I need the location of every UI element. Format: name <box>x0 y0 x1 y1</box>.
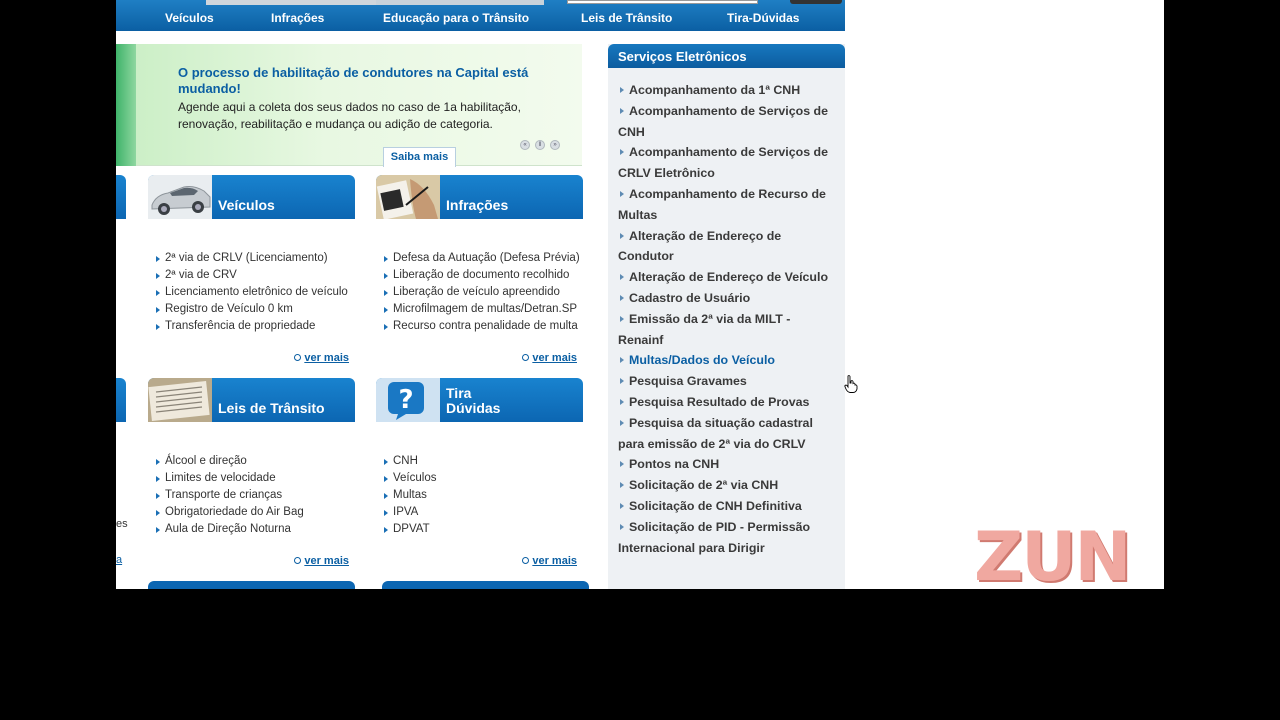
circle-icon <box>522 354 529 361</box>
servicos-eletronicos-panel <box>608 44 845 589</box>
banner-text: Agende aqui a coleta dos seus dados no caso de 1a habilitação, renovação, reabilitação e mudança ou adição de categoria. <box>178 100 521 131</box>
card-header[interactable] <box>376 378 583 422</box>
list-item[interactable]: Licenciamento eletrônico de veículo <box>155 284 348 301</box>
document-pen-icon <box>376 175 440 219</box>
list-item[interactable]: Transferência de propriedade <box>155 318 348 335</box>
service-link[interactable]: Acompanhamento de Recurso de Multas <box>618 184 838 226</box>
search-button[interactable] <box>790 0 842 4</box>
service-link[interactable]: Solicitação de 2ª via CNH <box>618 475 838 496</box>
card-title-line: Dúvidas <box>446 400 501 416</box>
service-link[interactable]: Solicitação de PID - Permissão Internacional para Dirigir <box>618 517 838 559</box>
ver-mais-label: ver mais <box>304 352 349 364</box>
partial-card-header <box>382 581 589 589</box>
card-leis <box>148 378 355 568</box>
card-link-list <box>155 453 304 538</box>
svg-text:?: ? <box>398 385 414 415</box>
ver-mais-link[interactable] <box>522 352 577 364</box>
ver-mais-link[interactable] <box>294 555 349 567</box>
list-item[interactable]: Obrigatoriedade do Air Bag <box>155 504 304 521</box>
service-link[interactable]: Pesquisa da situação cadastral para emissão de 2ª via do CRLV <box>618 413 838 455</box>
nav-tab-stub <box>376 0 544 5</box>
card-infracoes <box>376 175 583 365</box>
nav-tira-duvidas[interactable]: Tira-Dúvidas <box>727 11 800 25</box>
newspaper-icon <box>148 378 212 422</box>
list-item[interactable]: CNH <box>383 453 436 470</box>
list-item[interactable]: Liberação de documento recolhido <box>383 267 580 284</box>
list-item[interactable]: Microfilmagem de multas/Detran.SP <box>383 301 580 318</box>
watermark-logo: ZUN <box>974 518 1130 597</box>
service-link[interactable]: Acompanhamento de Serviços de CNH <box>618 101 838 143</box>
search-input[interactable] <box>567 0 758 4</box>
circle-icon <box>522 557 529 564</box>
card-link-list <box>155 250 348 335</box>
list-item[interactable]: Recurso contra penalidade de multa <box>383 318 580 335</box>
ver-mais-label: ver mais <box>304 555 349 567</box>
service-link[interactable]: Acompanhamento de Serviços de CRLV Eletrônico <box>618 142 838 184</box>
service-link[interactable]: Acompanhamento da 1ª CNH <box>618 80 838 101</box>
partial-card-header <box>148 581 355 589</box>
partial-card-header <box>116 175 126 219</box>
nav-veiculos[interactable]: Veículos <box>165 11 214 25</box>
ver-mais-link[interactable] <box>294 352 349 364</box>
next-icon[interactable]: » <box>550 140 560 150</box>
list-item[interactable]: Liberação de veículo apreendido <box>383 284 580 301</box>
card-title[interactable]: Leis de Trânsito <box>218 400 325 416</box>
service-link[interactable]: Alteração de Endereço de Condutor <box>618 226 838 268</box>
top-navigation <box>116 0 845 31</box>
service-link[interactable]: Cadastro de Usuário <box>618 288 838 309</box>
service-link[interactable]: Pontos na CNH <box>618 454 838 475</box>
nav-tab-stub <box>206 0 376 5</box>
list-item[interactable]: 2ª via de CRLV (Licenciamento) <box>155 250 348 267</box>
list-item[interactable]: Defesa da Autuação (Defesa Prévia) <box>383 250 580 267</box>
list-item[interactable]: IPVA <box>383 504 436 521</box>
prev-icon[interactable]: « <box>520 140 530 150</box>
banner-headline: O processo de habilitação de condutores na Capital está mudando! <box>178 65 529 96</box>
list-item[interactable]: DPVAT <box>383 521 436 538</box>
list-item[interactable]: Limites de velocidade <box>155 470 304 487</box>
card-title[interactable] <box>446 386 500 416</box>
ver-mais-label: ver mais <box>532 352 577 364</box>
card-title-line: Tira <box>446 385 472 401</box>
list-item[interactable]: Veículos <box>383 470 436 487</box>
card-link-list <box>383 250 580 335</box>
nav-educacao[interactable]: Educação para o Trânsito <box>383 11 530 25</box>
panel-title: Serviços Eletrônicos <box>618 49 747 64</box>
car-icon <box>148 175 212 219</box>
partial-card-header <box>116 378 126 422</box>
service-link[interactable]: Pesquisa Gravames <box>618 371 838 392</box>
promo-banner[interactable] <box>116 44 582 166</box>
question-mark-icon <box>376 378 440 422</box>
nav-leis[interactable]: Leis de Trânsito <box>581 11 673 25</box>
partial-edge-link[interactable]: a <box>116 554 123 566</box>
card-veiculos <box>148 175 355 365</box>
saiba-mais-button[interactable]: Saiba mais <box>383 147 456 167</box>
card-title[interactable]: Veículos <box>218 197 275 213</box>
list-item[interactable]: 2ª via de CRV <box>155 267 348 284</box>
service-link[interactable]: Solicitação de CNH Definitiva <box>618 496 838 517</box>
list-item[interactable]: Transporte de crianças <box>155 487 304 504</box>
list-item[interactable]: Multas <box>383 487 436 504</box>
partial-edge-text: es <box>116 518 128 530</box>
service-link[interactable]: Alteração de Endereço de Veículo <box>618 267 838 288</box>
card-header[interactable] <box>148 175 355 219</box>
nav-infracoes[interactable]: Infrações <box>271 11 325 25</box>
ver-mais-label: ver mais <box>532 555 577 567</box>
card-title[interactable]: Infrações <box>446 197 509 213</box>
panel-header <box>608 44 845 68</box>
list-item[interactable]: Álcool e direção <box>155 453 304 470</box>
banner-accent <box>116 44 136 166</box>
card-link-list <box>383 453 436 538</box>
ver-mais-link[interactable] <box>522 555 577 567</box>
list-item[interactable]: Aula de Direção Noturna <box>155 521 304 538</box>
card-header[interactable] <box>148 378 355 422</box>
detran-page <box>116 0 1164 589</box>
list-item[interactable]: Registro de Veículo 0 km <box>155 301 348 318</box>
circle-icon <box>294 354 301 361</box>
card-header[interactable] <box>376 175 583 219</box>
card-tira-duvidas <box>376 378 583 568</box>
service-link-hovered[interactable]: Multas/Dados do Veículo <box>618 350 838 371</box>
service-link[interactable]: Emissão da 2ª via da MILT - Renainf <box>618 309 838 351</box>
service-link[interactable]: Pesquisa Resultado de Provas <box>618 392 838 413</box>
services-list <box>618 80 838 558</box>
circle-icon <box>294 557 301 564</box>
hand-cursor-icon <box>844 375 858 393</box>
pause-icon[interactable]: ll <box>535 140 545 150</box>
